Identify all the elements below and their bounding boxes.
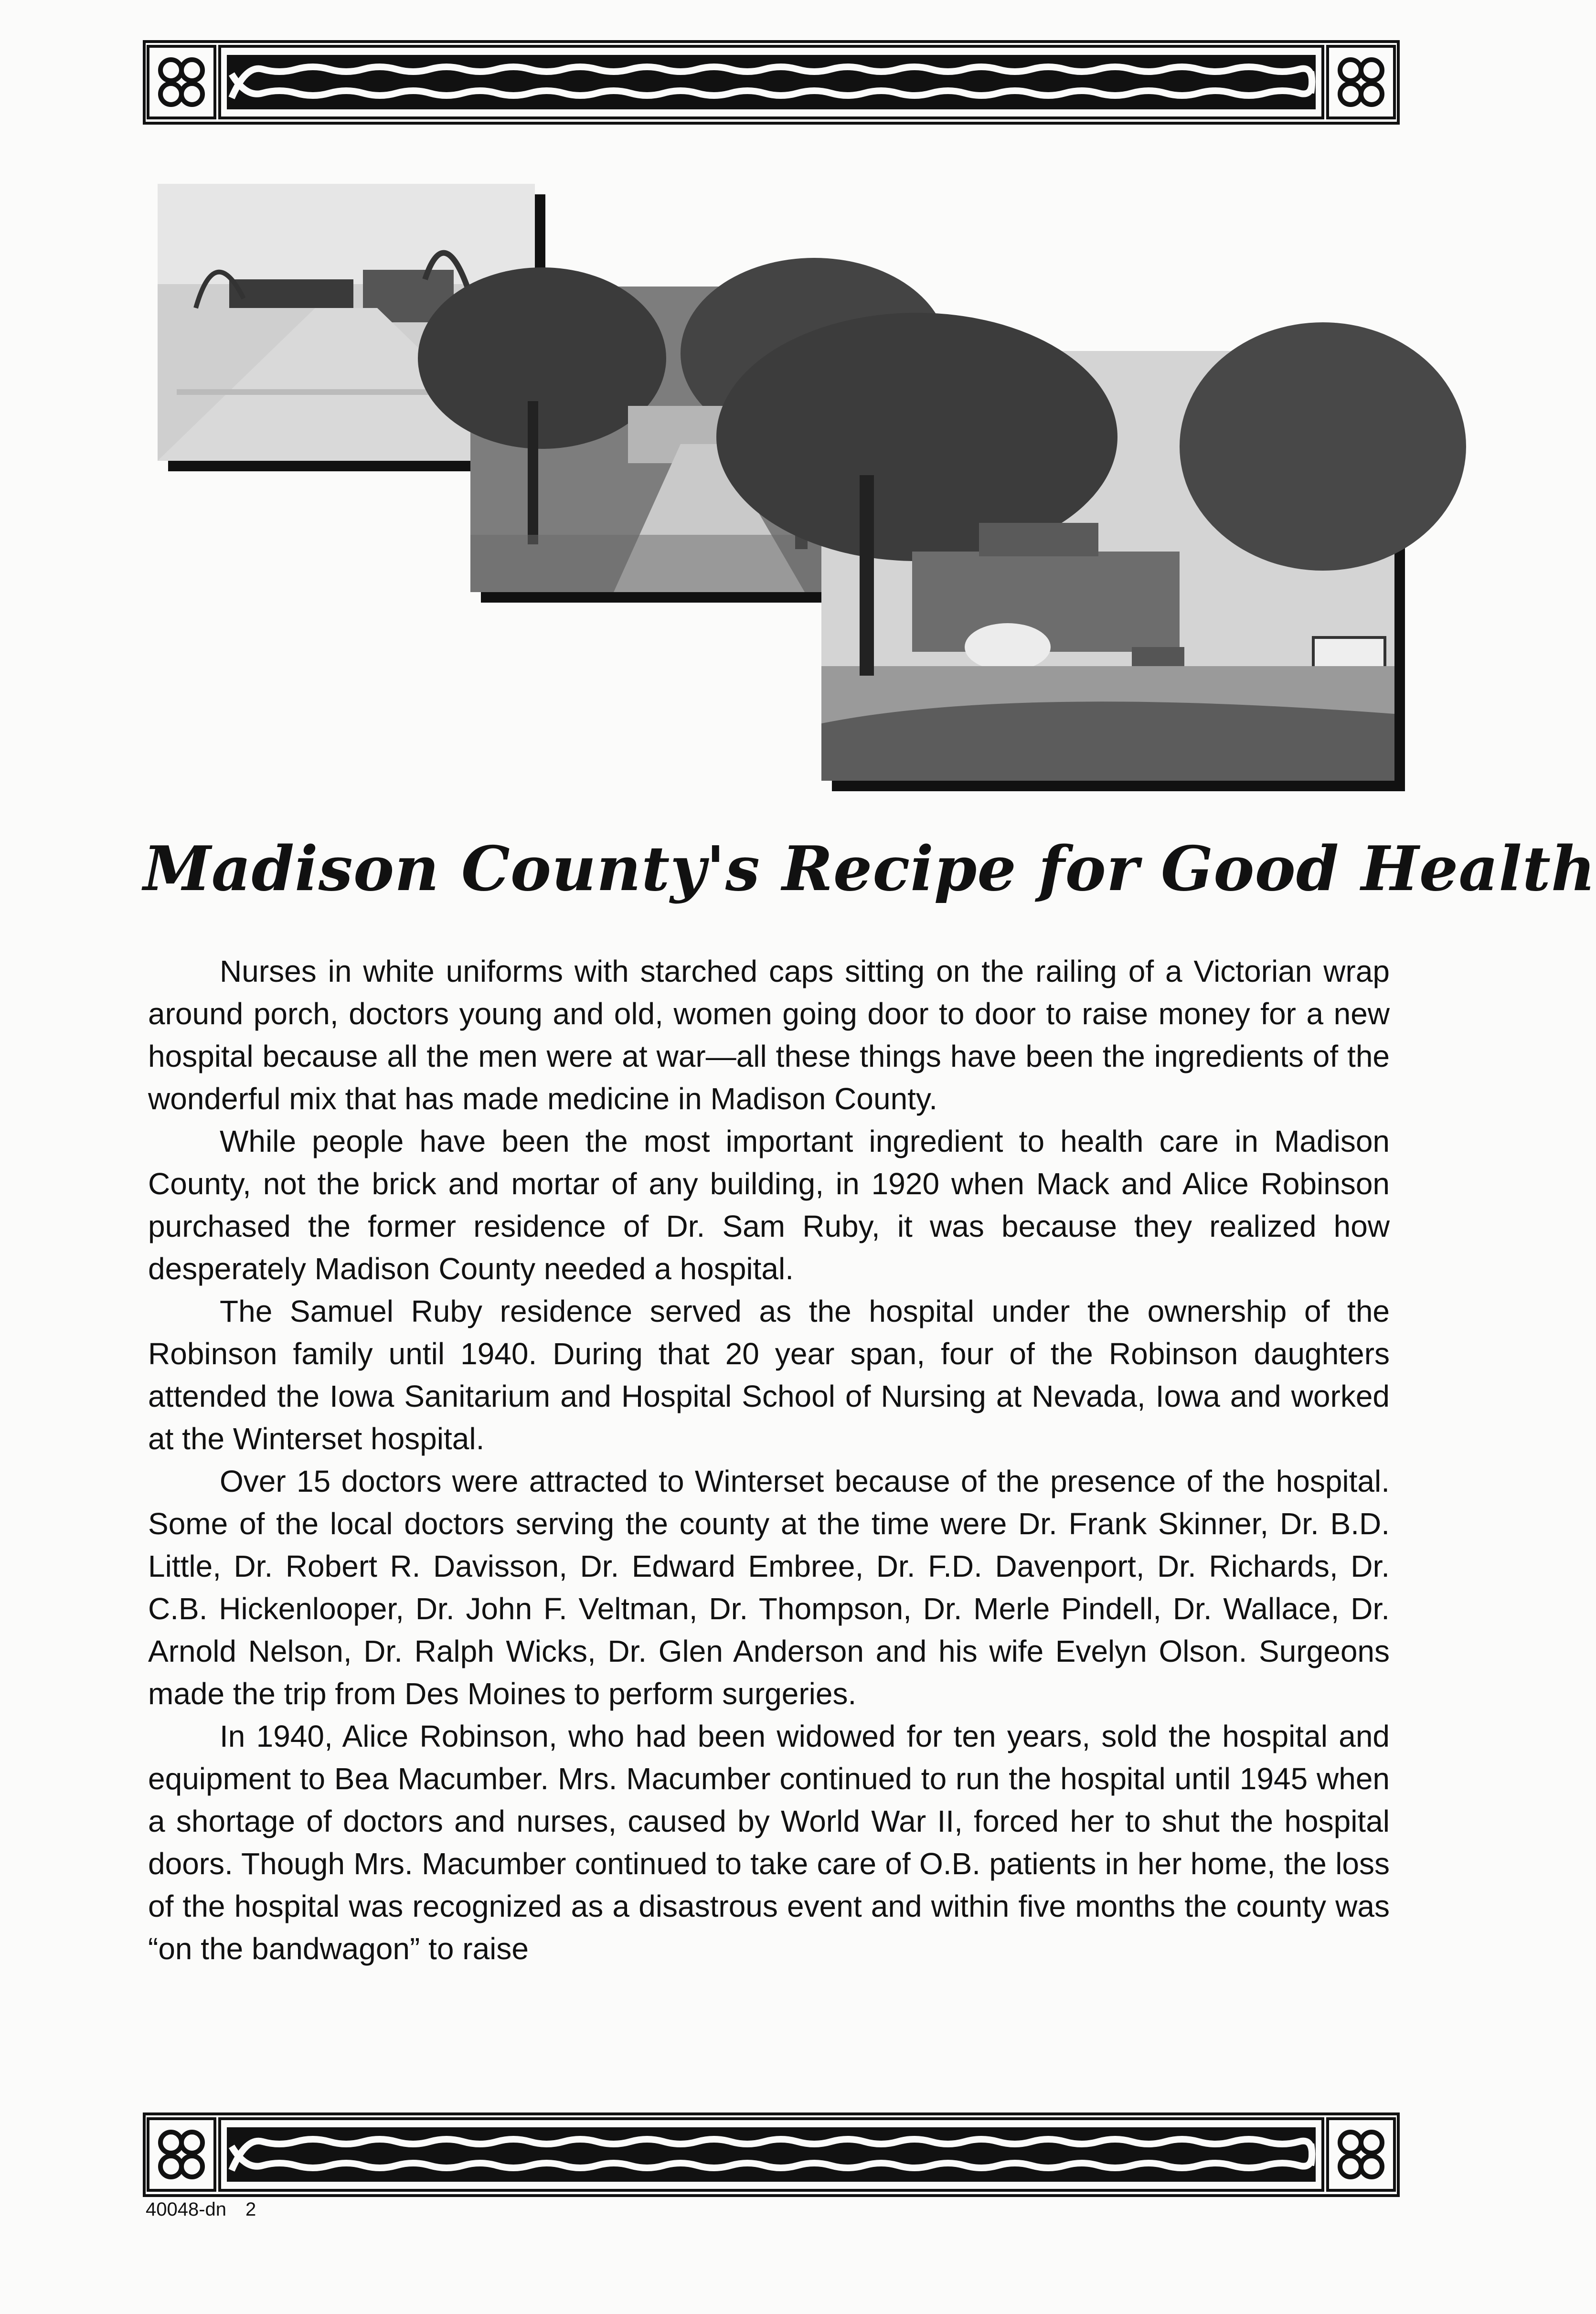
paragraph: The Samuel Ruby residence served as the hospital under the ownership of the Robinson family until 1940. During that 20 year span, four of the Robinson daughters attended the Iowa Sanitarium and Hospital School of Nursing at Nevada, Iowa and worked at the Winterset hospital. <box>148 1294 1390 1456</box>
chain-border-icon <box>143 41 1399 124</box>
paragraph: Nurses in white uniforms with starched caps sitting on the railing of a Victorian wrap around porch, doctors young and old, women going door to door to raise money for a new hospital because all the men were at war—all these things have been the ingredients of the wonderful mix that has made medicine in Madison County. <box>148 954 1390 1116</box>
paragraph: While people have been the most important ingredient to health care in Madison County, not the brick and mortar of any building, in 1920 when Mack and Alice Robinson purchased the former residence of Dr. Sam Ruby, it was because they realized how desperately Madison County needed a hospital. <box>148 1124 1390 1286</box>
chain-border-icon <box>143 2113 1399 2197</box>
photo-hospital-parking-lot <box>821 351 1394 781</box>
top-decorative-border <box>143 41 1399 124</box>
bottom-decorative-border <box>143 2113 1399 2197</box>
paragraph: In 1940, Alice Robinson, who had been widowed for ten years, sold the hospital and equipment to Bea Macumber. Mrs. Macumber continued to run the hospital until 1945 when a shortage of doctors and nurses, caused by World War II, forced her to shut the hospital doors. Though Mrs. Macumber continued to take care of O.B. patients in her home, the loss of the hospital was recognized as a disastrous event and within five months the county was “on the bandwagon” to raise <box>148 1719 1390 1966</box>
footer <box>146 2199 275 2220</box>
article-body <box>148 950 1390 1970</box>
paragraph: Over 15 doctors were attracted to Winterset because of the presence of the hospital. Some of the local doctors serving the county at the time were Dr. Frank Skinner, Dr. B.D. Little, Dr. Robert R. Davisson, Dr. Edward Embree, Dr. F.D. Davenport, Dr. Richards, Dr. C.B. Hickenlooper, Dr. John F. Veltman, Dr. Thompson, Dr. Merle Pindell, Dr. Wallace, Dr. Arnold Nelson, Dr. Ralph Wicks, Dr. Glen Anderson and his wife Evelyn Olson. Surgeons made the trip from Des Moines to perform surgeries. <box>148 1464 1390 1711</box>
page-number: 2 <box>245 2199 256 2220</box>
document-code: 40048-dn <box>146 2199 227 2220</box>
page-title: Madison County's Recipe for Good Health <box>143 833 1596 905</box>
